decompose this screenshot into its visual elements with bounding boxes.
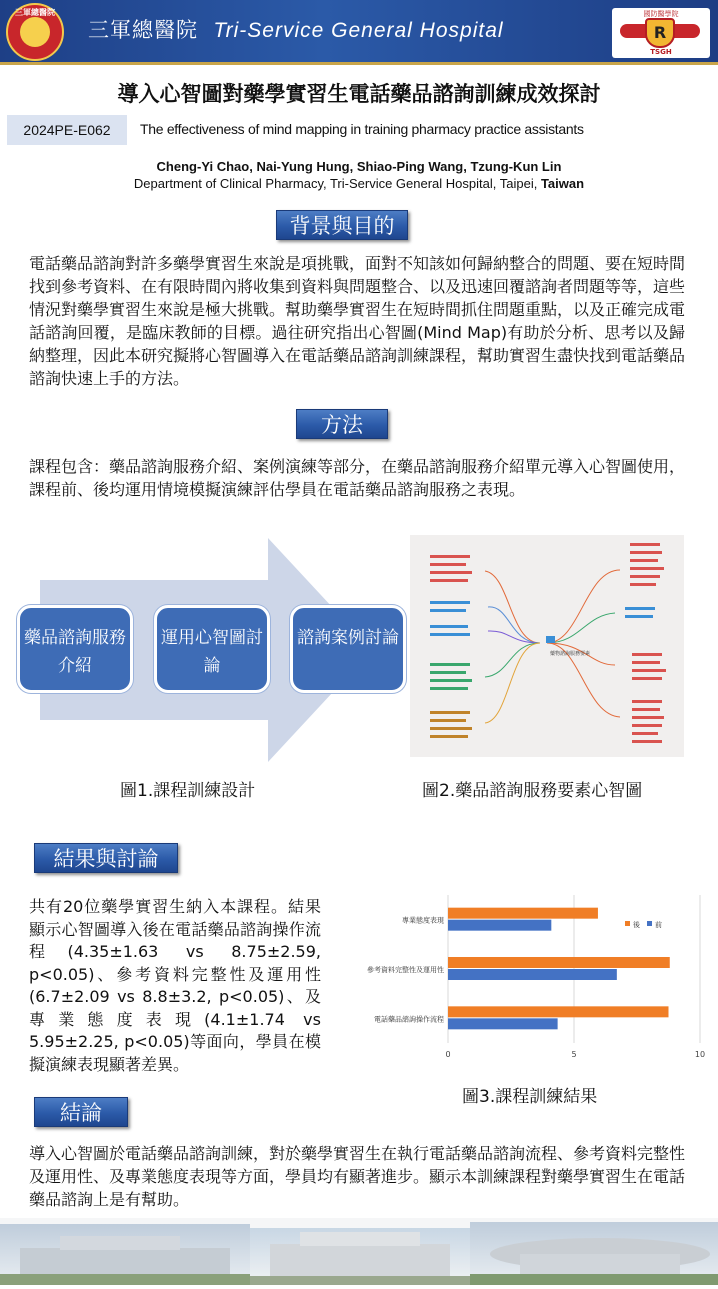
methods-heading: 方法	[296, 409, 388, 439]
department-text: Department of Clinical Pharmacy, Tri-Service General Hospital, Taipei,	[133, 176, 538, 191]
mind-map-drawing	[410, 535, 684, 757]
results-text: 共有20位藥學實習生納入本課程。結果顯示心智圖導入後在電話藥品諮詢操作流程(4.35±1.63 vs 8.75±2.59, p<0.05)、參考資料完整性及運用性(6.7±2.09 vs 8.8±3.2, p<0.05)、及專業態度表現(4.1±1.74 vs 5.95±2.25, p<0.05)等面向，學員在模擬演練表現顯著差異。	[29, 897, 321, 1074]
figure2-caption: 圖2.藥品諮詢服務要素心智圖	[422, 781, 643, 801]
poster-id: 2024PE-E062	[7, 115, 127, 145]
conclusion-text: 導入心智圖於電話藥品諮詢訓練，對於藥學實習生在執行電話藥品諮詢流程、參考資料完整性及運用性、及專業態度表現等方面，學員均有顯著進步。顯示本訓練課程對藥學實習生在電話藥品諮詢上是有幫助。	[29, 1144, 686, 1209]
logo-left-text: 三軍總醫院	[15, 8, 55, 17]
flow-step-2: 運用心智圖討論	[154, 605, 270, 693]
logo-shield: R	[645, 18, 675, 48]
authors: Cheng-Yi Chao, Nai-Yung Hung, Shiao-Ping Wang, Tzung-Kun Lin	[156, 159, 562, 174]
chart-category-label-2: 電話藥品諮詢操作流程	[374, 1015, 444, 1024]
chart-legend-label-0: 後	[633, 921, 640, 929]
flow-step-3: 諮詢案例討論	[290, 605, 406, 693]
chart-bar-before-0	[448, 920, 551, 931]
chart-bar-after-0	[448, 908, 598, 919]
figure1-caption: 圖1.課程訓練設計	[120, 781, 256, 801]
chart-legend-swatch-0	[625, 921, 630, 926]
mind-map-center-label: 藥物諮詢服務要素	[550, 651, 591, 657]
hospital-name-zh: 三軍總醫院	[88, 18, 198, 42]
hospital-photo-strip	[0, 1218, 718, 1285]
figure3-caption: 圖3.課程訓練結果	[462, 1087, 598, 1107]
department	[0, 176, 718, 191]
header-divider	[0, 62, 718, 65]
chart-x-tick-0: 0	[445, 1050, 451, 1059]
logo-wing-right	[674, 24, 700, 38]
logo-wing-left	[620, 24, 646, 38]
chart-category-label-0: 專業態度表現	[402, 916, 444, 925]
hospital-photos	[0, 1218, 718, 1285]
results-heading: 結果與討論	[34, 843, 178, 873]
chart-bar-before-1	[448, 969, 617, 980]
logo-right-top-text: 國防醫學院	[643, 10, 679, 18]
english-title: The effectiveness of mind mapping in training pharmacy practice assistants	[140, 121, 584, 137]
hospital-name-en: Tri-Service General Hospital	[213, 19, 504, 42]
conclusion-heading: 結論	[34, 1097, 128, 1127]
country: Taiwan	[540, 176, 585, 191]
chart-bar-before-2	[448, 1018, 558, 1029]
background-heading: 背景與目的	[276, 210, 408, 240]
chart-legend-label-1: 前	[655, 921, 662, 929]
hospital-name	[88, 14, 504, 44]
poster-title: 導入心智圖對藥學實習生電話藥品諮詢訓練成效探討	[117, 82, 601, 106]
background-text: 電話藥品諮詢對許多藥學實習生來說是項挑戰，面對不知該如何歸納整合的問題、要在短時間找到參考資料、在有限時間內將收集到資料與問題整合、以及迅速回覆諮詢者問題等等，這些情況對藥學實習生來說是極大挑戰。幫助藥學實習生在短時間抓住問題重點，以及正確完成電話諮詢回覆，是臨床教師的目標。過往研究指出心智圖(Mind Map)有助於分析、思考以及歸納整理，因此本研究擬將心智圖導入在電話藥品諮詢訓練課程，幫助實習生盡快找到電話藥品諮詢快速上手的方法。	[29, 254, 686, 388]
mind-map-center-icon	[546, 636, 555, 643]
chart-category-label-1: 參考資料完整性及運用性	[367, 966, 444, 974]
chart-legend-swatch-1	[647, 921, 652, 926]
mind-map-figure	[410, 535, 684, 757]
methods-text: 課程包含：藥品諮詢服務介紹、案例演練等部分，在藥品諮詢服務介紹單元導入心智圖使用，課程前、後均運用情境模擬演練評估學員在電話藥品諮詢服務之表現。	[29, 457, 686, 499]
chart-x-tick-1: 5	[571, 1050, 577, 1059]
chart-bar-after-1	[448, 957, 670, 968]
flow-step-1: 藥品諮詢服務介紹	[17, 605, 133, 693]
logo-right-bottom-text: TSGH	[650, 48, 672, 56]
chart-x-tick-2: 10	[694, 1050, 706, 1059]
hospital-logo	[6, 3, 64, 61]
chart-bar-after-2	[448, 1006, 669, 1017]
rotc-logo	[612, 8, 710, 58]
results-bar-chart	[345, 885, 710, 1065]
header-banner	[0, 0, 718, 62]
caduceus-emblem	[20, 17, 50, 47]
